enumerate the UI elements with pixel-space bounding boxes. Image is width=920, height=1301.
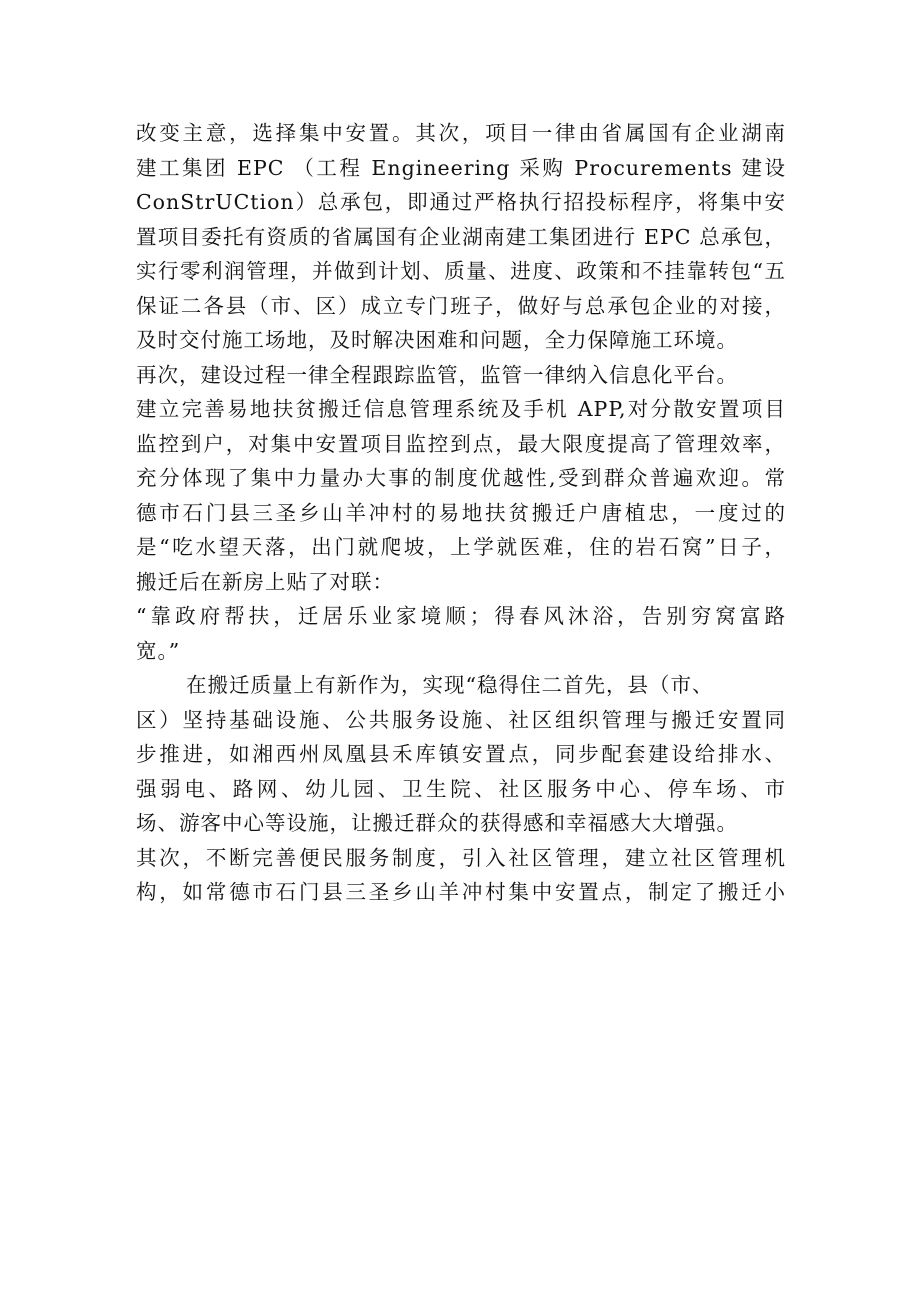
text-line: 强弱电、路网、幼儿园、卫生院、社区服务中心、停车场、市	[136, 776, 786, 801]
couplet-line: 宽。”	[136, 638, 181, 663]
text-line: 实行零利润管理，并做到计划、质量、进度、政策和不挂靠转包“五	[136, 259, 786, 283]
text-line: 建立完善易地扶贫搬迁信息管理系统及手机 APP,对分散安置项目	[136, 397, 786, 421]
paragraph-start: 在搬迁质量上有新作为，实现“稳得住二首先，县（市、	[186, 673, 714, 697]
text-line: 场、游客中心等设施，让搬迁群众的获得感和幸福感大大增强。	[136, 811, 738, 835]
text-line: 改变主意，选择集中安置。其次，项目一律由省属国有企业湖南	[136, 121, 786, 145]
text-line: 搬迁后在新房上贴了对联：	[136, 569, 394, 594]
text-line: 监控到户，对集中安置项目监控到点，最大限度提高了管理效率，	[136, 431, 786, 456]
text-line: 步推进，如湘西州凤凰县禾库镇安置点，同步配套建设给排水、	[136, 742, 786, 766]
text-line: ConStrUCtion）总承包，即通过严格执行招投标程序，将集中安	[136, 190, 786, 214]
text-line: 是“吃水望天落，出门就爬坡，上学就医难，住的岩石窝”日子，	[136, 535, 786, 559]
text-line: 再次，建设过程一律全程跟踪监管，监管一律纳入信息化平台。	[136, 362, 738, 387]
text-line: 构，如常德市石门县三圣乡山羊冲村集中安置点，制定了搬迁小	[136, 880, 786, 904]
text-line: 建工集团 EPC （工程 Engineering 采购 Procurements 建设	[136, 155, 786, 180]
text-line: 及时交付施工场地，及时解决困难和问题，全力保障施工环境。	[136, 328, 738, 352]
text-line: 保证二各县（市、区）成立专门班子，做好与总承包企业的对接，	[136, 293, 786, 318]
text-line: 区）坚持基础设施、公共服务设施、社区组织管理与搬迁安置同	[136, 707, 786, 732]
text-line: 置项目委托有资质的省属国有企业湖南建工集团进行 EPC 总承包，	[136, 224, 786, 249]
body-text	[136, 116, 786, 910]
text-line: 德市石门县三圣乡山羊冲村的易地扶贫搬迁户唐植忠，一度过的	[136, 500, 786, 525]
text-line: 其次，不断完善便民服务制度，引入社区管理，建立社区管理机	[136, 845, 786, 870]
text-line: 充分体现了集中力量办大事的制度优越性,受到群众普遍欢迎。常	[136, 466, 786, 490]
couplet-line: “靠政府帮扶，迁居乐业家境顺；得春风沐浴，告别穷窝富路	[136, 604, 786, 628]
